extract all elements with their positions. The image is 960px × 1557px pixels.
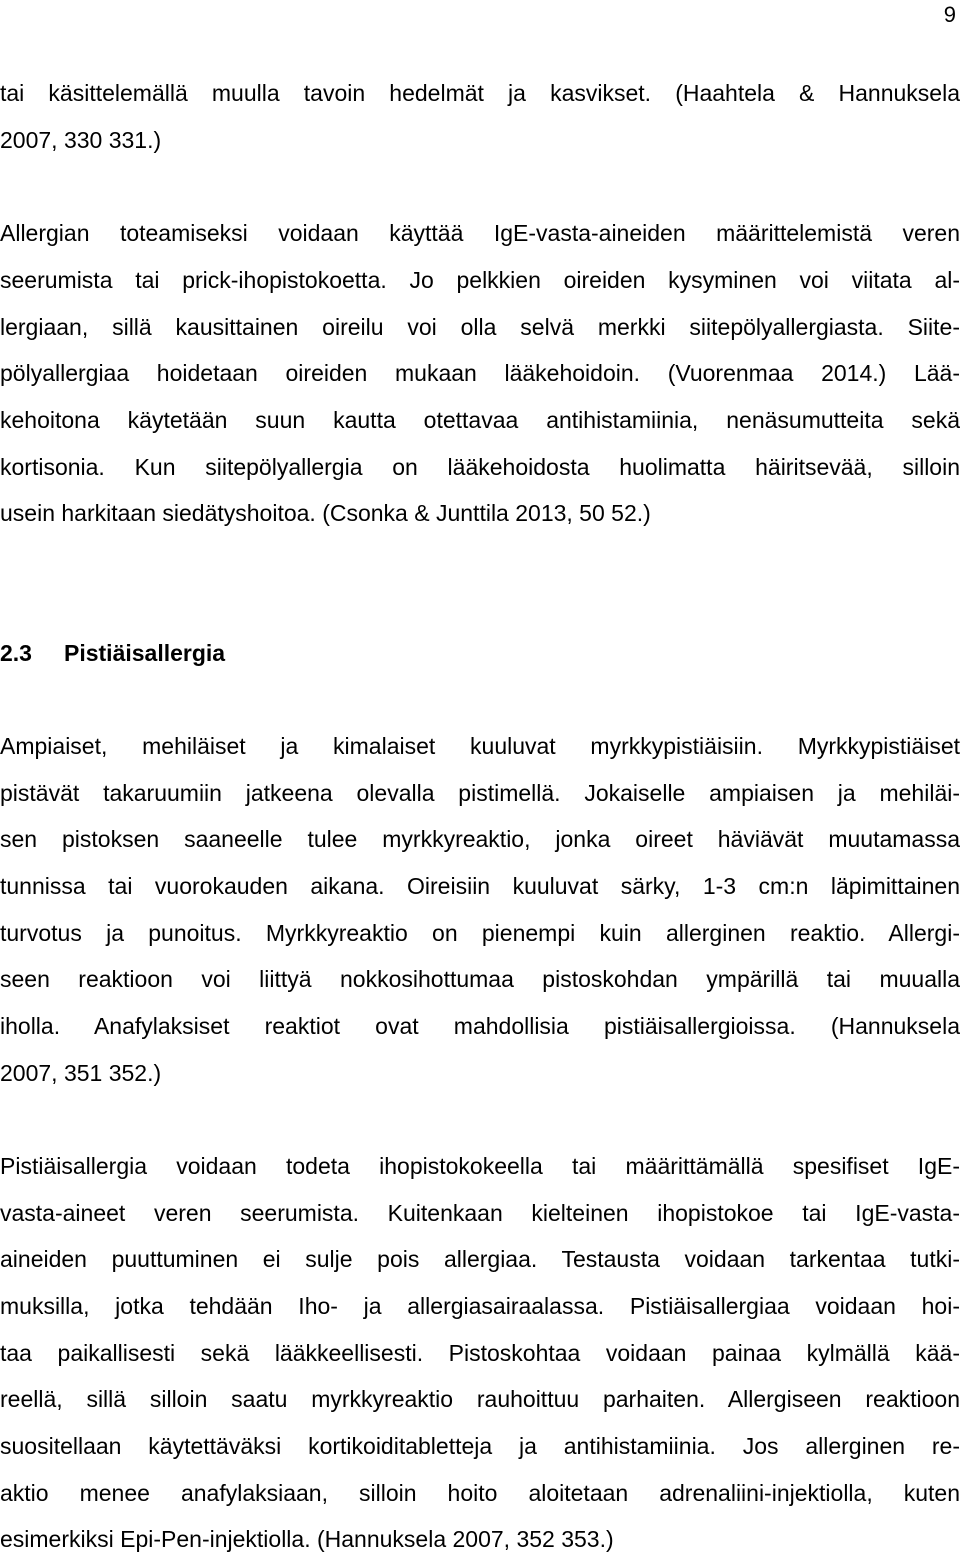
text-line: vasta-aineet veren seerumista. Kuitenkaan kielteinen ihopistokoe tai IgE-vasta- [0, 1200, 960, 1226]
text-line: Allergian toteamiseksi voidaan käyttää IgE-vasta-aineiden määrittelemistä veren [0, 220, 960, 246]
text-line: aktio menee anafylaksiaan, silloin hoito aloitetaan adrenaliini-injektiolla, kuten [0, 1480, 960, 1506]
section-title: Pistiäisallergia [64, 640, 226, 666]
text-line: seen reaktioon voi liittyä nokkosihottumaa pistoskohdan ympärillä tai muualla [0, 966, 960, 992]
text-line: suositellaan käytettäväksi kortikoiditabletteja ja antihistamiinia. Jos allerginen re- [0, 1433, 960, 1459]
page-number: 9 [943, 2, 956, 27]
text-line: usein harkitaan siedätyshoitoa. (Csonka & Junttila 2013, 50 52.) [0, 500, 651, 526]
text-line: turvotus ja punoitus. Myrkkyreaktio on pienempi kuin allerginen reaktio. Allergi- [0, 920, 960, 946]
text-line: sen pistoksen saaneelle tulee myrkkyreaktio, jonka oireet häviävät muutamassa [0, 826, 960, 852]
text-line: aineiden puuttuminen ei sulje pois allergiaa. Testausta voidaan tarkentaa tutki- [0, 1246, 960, 1272]
text-line: iholla. Anafylaksiset reaktiot ovat mahdollisia pistiäisallergioissa. (Hannuksela [0, 1013, 960, 1039]
text-line: seerumista tai prick-ihopistokoetta. Jo pelkkien oireiden kysyminen voi viitata al- [0, 267, 960, 293]
text-line: esimerkiksi Epi-Pen-injektiolla. (Hannuksela 2007, 352 353.) [0, 1526, 614, 1552]
text-line: lergiaan, sillä kausittainen oireilu voi olla selvä merkki siitepölyallergiasta. Siite- [0, 314, 960, 340]
text-line: Ampiaiset, mehiläiset ja kimalaiset kuuluvat myrkkypistiäisiin. Myrkkypistiäiset [0, 733, 960, 759]
text-line: 2007, 330 331.) [0, 127, 162, 153]
text-line: pistävät takaruumiin jatkeena olevalla pistimellä. Jokaiselle ampiaisen ja mehiläi- [0, 780, 960, 806]
text-line: tunnissa tai vuorokauden aikana. Oireisiin kuuluvat särky, 1-3 cm:n läpimittainen [0, 873, 960, 899]
text-line: kehoitona käytetään suun kautta otettavaa antihistamiinia, nenäsumutteita sekä [0, 407, 960, 433]
section-number: 2.3 [0, 640, 32, 666]
text-line: tai käsittelemällä muulla tavoin hedelmät ja kasvikset. (Haahtela & Hannuksela [0, 80, 960, 106]
text-line: Pistiäisallergia voidaan todeta ihopistokokeella tai määrittämällä spesifiset IgE- [0, 1153, 960, 1179]
text-line: pölyallergiaa hoidetaan oireiden mukaan lääkehoidoin. (Vuorenmaa 2014.) Lää- [0, 360, 960, 386]
text-line: muksilla, jotka tehdään Iho- ja allergiasairaalassa. Pistiäisallergiaa voidaan hoi- [0, 1293, 960, 1319]
text-line: kortisonia. Kun siitepölyallergia on lääkehoidosta huolimatta häiritsevää, silloin [0, 454, 960, 480]
text-line: taa paikallisesti sekä lääkkeellisesti. Pistoskohtaa voidaan painaa kylmällä kää- [0, 1340, 960, 1366]
text-line: reellä, sillä silloin saatu myrkkyreaktio rauhoittuu parhaiten. Allergiseen reaktioon [0, 1386, 960, 1412]
text-line: 2007, 351 352.) [0, 1060, 162, 1086]
section-heading [0, 638, 225, 668]
